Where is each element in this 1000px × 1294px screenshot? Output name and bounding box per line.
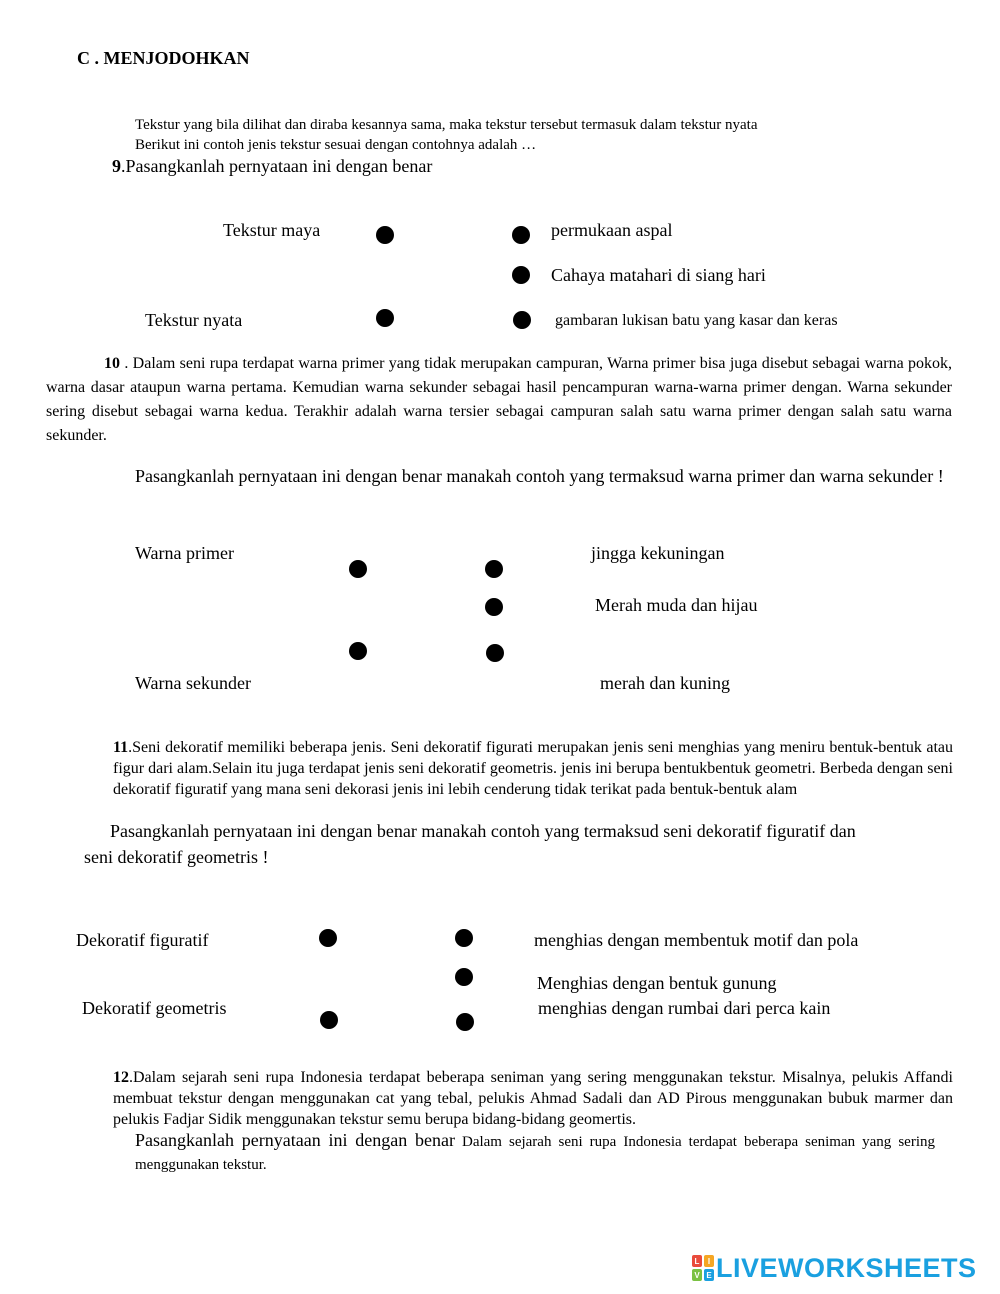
- badge-letter: I: [707, 1257, 711, 1266]
- q11-right-item: menghias dengan rumbai dari perca kain: [538, 998, 831, 1018]
- q9-right-item: gambaran lukisan batu yang kasar dan keras: [555, 312, 838, 329]
- q11-paragraph: [113, 737, 953, 800]
- q10-right-match-dot[interactable]: [485, 598, 503, 616]
- q11-right-item: menghias dengan membentuk motif dan pola: [534, 930, 859, 950]
- q10-left-item: Warna primer: [135, 543, 234, 563]
- q12-instruction-small: Dalam sejarah seni rupa Indonesia terdapat beberapa seniman yang sering menggunakan tekstur.: [135, 1134, 935, 1173]
- intro-line-2: Berikut ini contoh jenis tekstur sesuai dengan contohnya adalah …: [135, 137, 537, 153]
- q9-right-item: Cahaya matahari di siang hari: [551, 265, 766, 285]
- section-title: C . MENJODOHKAN: [77, 48, 250, 68]
- q10-right-item: jingga kekuningan: [591, 543, 725, 563]
- liveworksheets-brand-text: LIVEWORKSHEETS: [716, 1252, 977, 1283]
- q12-instruction: [135, 1129, 935, 1176]
- q11-left-item: Dekoratif geometris: [82, 998, 227, 1018]
- q10-left-item: Warna sekunder: [135, 673, 251, 693]
- badge-letter: L: [694, 1257, 700, 1266]
- badge-letter: V: [694, 1271, 700, 1280]
- q10-right-match-dot[interactable]: [486, 644, 504, 662]
- q9-instruction: [112, 156, 432, 177]
- q11-left-match-dot[interactable]: [319, 929, 337, 947]
- intro-line-1: Tekstur yang bila dilihat dan diraba kesannya sama, maka tekstur tersebut termasuk dalam tekstur nyata: [135, 117, 758, 133]
- q9-number: 9: [112, 156, 121, 176]
- q12-paragraph: [113, 1067, 953, 1130]
- q10-right-item: Merah muda dan hijau: [595, 595, 758, 615]
- q11-text: .Seni dekoratif memiliki beberapa jenis. Seni dekoratif figurati merupakan jenis seni menghias yang meniru bentuk-bentuk atau figur dari alam.Selain itu juga terdapat jenis seni dekoratif geometris. jenis ini berupa bentukbentuk geometri. Berbeda dengan seni dekoratif figuratif yang mana seni dekorasi jenis ini lebih cenderung tidak terikat pada bentuk-bentuk alam: [113, 739, 953, 798]
- q9-left-item: Tekstur maya: [223, 220, 321, 240]
- q12-text: .Dalam sejarah seni rupa Indonesia terdapat beberapa seniman yang sering menggunakan tekstur. Misalnya, pelukis Affandi membuat tekstur dengan menggunakan cat yang tebal, pelukis Ahmad Sadali dan AD Pirous menggunakan bubuk marmer dan pelukis Fadjar Sidik menggunakan tekstur semu berupa bidang-bidang geomertis.: [113, 1069, 953, 1128]
- q11-number: 11: [113, 739, 129, 756]
- q11-left-item: Dekoratif figuratif: [76, 930, 209, 950]
- q10-right-item: merah dan kuning: [600, 673, 730, 693]
- q12-number: 12: [113, 1069, 129, 1086]
- q11-left-match-dot[interactable]: [320, 1011, 338, 1029]
- q10-number: 10: [104, 355, 120, 372]
- q9-left-item: Tekstur nyata: [145, 310, 243, 330]
- q9-instruction-text: .Pasangkanlah pernyataan ini dengan benar: [121, 156, 433, 176]
- q9-right-item: permukaan aspal: [551, 220, 673, 240]
- q11-right-match-dot[interactable]: [456, 1013, 474, 1031]
- q11-instruction-line-2: seni dekoratif geometris !: [84, 847, 269, 867]
- q10-instruction: Pasangkanlah pernyataan ini dengan benar manakah contoh yang termaksud warna primer dan warna sekunder !: [135, 466, 944, 486]
- q10-paragraph: [46, 352, 952, 448]
- q10-text: . Dalam seni rupa terdapat warna primer yang tidak merupakan campuran, Warna primer bisa juga disebut sebagai warna pokok, warna dasar ataupun warna pertama. Kemudian warna sekunder sebagai hasil pencampuran warna-warna primer dengan. Warna sekunder sering disebut sebagai warna kedua. Terakhir adalah warna tersier sebagai campuran salah satu warna primer dengan salah satu warna sekunder.: [46, 355, 952, 444]
- q11-instruction-line-1: Pasangkanlah pernyataan ini dengan benar manakah contoh yang termaksud seni dekoratif figuratif dan: [110, 821, 856, 841]
- q11-right-match-dot[interactable]: [455, 929, 473, 947]
- q9-right-match-dot[interactable]: [513, 311, 531, 329]
- badge-letter: E: [706, 1271, 712, 1280]
- liveworksheets-badge-icon: [692, 1255, 714, 1281]
- q9-right-match-dot[interactable]: [512, 226, 530, 244]
- q12-instruction-main: Pasangkanlah pernyataan ini dengan benar: [135, 1130, 455, 1150]
- q10-right-match-dot[interactable]: [485, 560, 503, 578]
- q10-left-match-dot[interactable]: [349, 642, 367, 660]
- q11-right-item: Menghias dengan bentuk gunung: [537, 973, 777, 993]
- q9-left-match-dot[interactable]: [376, 226, 394, 244]
- q9-right-match-dot[interactable]: [512, 266, 530, 284]
- q11-right-match-dot[interactable]: [455, 968, 473, 986]
- liveworksheets-logo: [692, 1253, 977, 1283]
- q9-left-match-dot[interactable]: [376, 309, 394, 327]
- q10-left-match-dot[interactable]: [349, 560, 367, 578]
